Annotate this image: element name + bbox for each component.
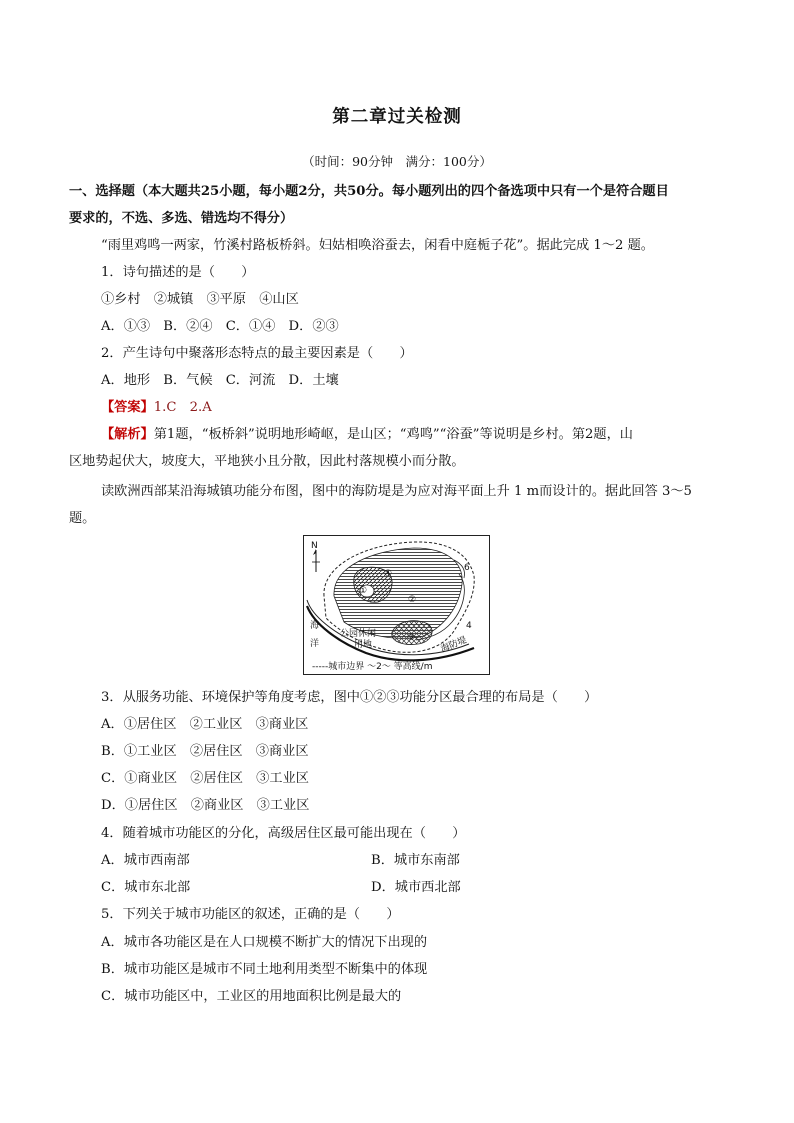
seawall-label: 海防堤 [439,635,469,655]
analysis-line1 [101,423,633,442]
park-label-2: 用地 [354,640,373,650]
page-title: 第二章过关检测 [332,107,462,127]
q5-stem: 5．下列关于城市功能区的叙述，正确的是（ ） [101,907,400,922]
map-legend: -----城市边界 ～2～ 等高线/m [312,662,433,672]
q4-stem: 4．随着城市功能区的分化，高级居住区最可能出现在（ ） [101,826,466,841]
zone-3-label: ③ [407,633,416,643]
q3-stem: 3．从服务功能、环境保护等角度考虑，图中①②③功能分区最合理的布局是（ ） [101,690,598,705]
answer-line [101,396,212,415]
map-intro-line1: 读欧洲西部某沿海城镇功能分布图，图中的海防堤是为应对海平面上升 1 m而设计的。据此回答 3～5 [101,484,692,499]
contour-4-label: 4 [466,621,472,631]
q4-option-a: A．城市西南部 [101,853,190,868]
zone-2-label: ② [408,595,417,605]
sea-label-2: 洋 [310,639,320,649]
q1-stem: 1．诗句描述的是（ ） [101,265,255,280]
q1-options: A．①③ B．②④ C．①④ D．②③ [101,319,339,334]
q3-option-d: D．①居住区 ②商业区 ③工业区 [101,798,310,813]
q5-option-a: A．城市各功能区是在人口规模不断扩大的情况下出现的 [101,935,428,950]
north-label: N [311,541,318,551]
answer-label: 【答案】 [101,400,154,415]
map-intro-line2: 题。 [69,511,96,526]
analysis-label: 【解析】 [101,427,154,442]
q4-option-d: D．城市西北部 [371,880,461,895]
q2-options: A．地形 B．气候 C．河流 D．土壤 [101,373,339,388]
q3-option-b: B．①工业区 ②居住区 ③商业区 [101,744,309,759]
poem-intro: “雨里鸡鸣一两家，竹溪村路板桥斜。妇姑相唤浴蚕去，闲看中庭栀子花”。据此完成 1～2 题。 [101,238,654,253]
q3-option-a: A．①居住区 ②工业区 ③商业区 [101,717,309,732]
q2-stem: 2．产生诗句中聚落形态特点的最主要因素是（ ） [101,346,413,361]
sea-label-1: 海 [310,621,320,631]
section-heading-line1: 一、选择题（本大题共25小题，每小题2分，共50分。每小题列出的四个备选项中只有一个是符合题目 [69,184,669,199]
q4-option-b: B．城市东南部 [371,853,460,868]
analysis-text1: 第1题，“板桥斜”说明地形崎岖，是山区；“鸡鸣”“浴蚕”等说明是乡村。第2题，山 [153,427,633,442]
q3-option-c: C．①商业区 ②居住区 ③工业区 [101,771,309,786]
answer-text: 1.C 2.A [153,400,212,415]
analysis-line2: 区地势起伏大，坡度大，平地狭小且分散，因此村落规模小而分散。 [69,454,465,469]
section-heading-line2: 要求的，不选、多选、错选均不得分） [69,211,294,226]
zone-4-label: ④ [384,569,393,579]
zone-1-label: ① [359,586,368,596]
q4-option-c: C．城市东北部 [101,880,191,895]
north-arrow [312,549,320,572]
city-function-map [303,535,490,675]
q5-option-c: C．城市功能区中，工业区的用地面积比例是最大的 [101,989,402,1004]
q1-items: ①乡村 ②城镇 ③平原 ④山区 [101,292,299,307]
contour-6-label: 6 [464,563,470,573]
q5-option-b: B．城市功能区是城市不同土地利用类型不断集中的体现 [101,962,428,977]
park-label-1: 公园休闲 [340,629,377,639]
exam-info: （时间：90分钟 满分：100分） [302,154,492,169]
